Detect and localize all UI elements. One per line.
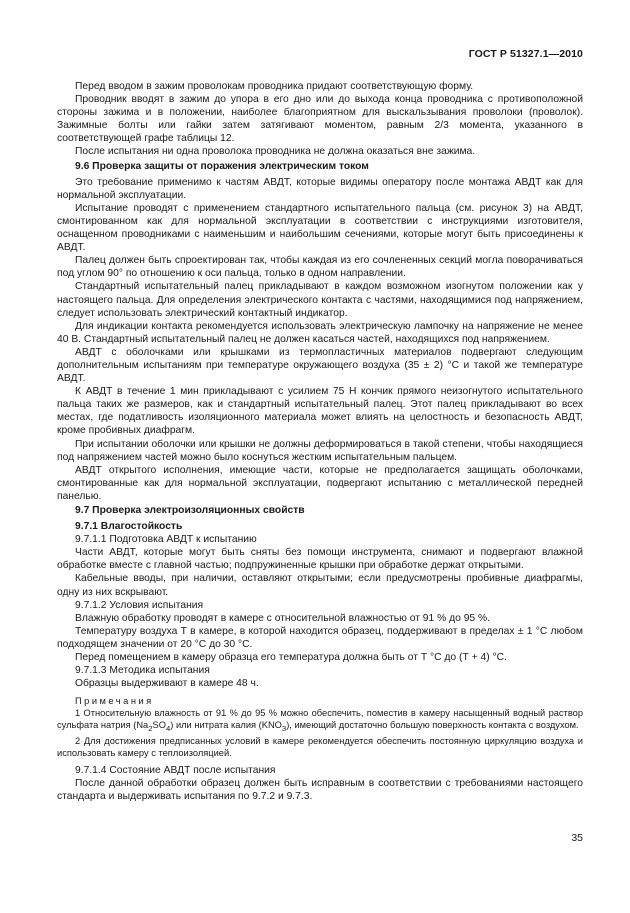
clause-heading-9-7-1-4: 9.7.1.4 Состояние АВДТ после испытания [75, 765, 276, 777]
subsection-heading-9-7-1: 9.7.1 Влагостойкость [75, 521, 183, 533]
paragraph: Стандартный испытательный палец прикладывают в каждом возможном изогнутом положении как у настоящего пальца. Для определения электрического контакта с частями, находящимися под напряжением, следует использовать электрический контактный индикатор. [57, 281, 583, 319]
paragraph: Влажную обработку проводят в камере с относительной влажностью от 91 % до 95 %. [75, 612, 491, 624]
paragraph: Испытание проводят с применением стандартного испытательного пальца (см. рисунок 3) на АВДТ, смонтированном как для нормальной эксплуатации в соответствии с инструкциями изготовителя, оснащенном проводниками с наименьшим и наибольшим сечениями, которые могут быть присоединены к АВДТ. [57, 202, 583, 254]
paragraph: Это требование применимо к частям АВДТ, которые видимы оператору после монтажа АВДТ как для нормальной эксплуатации. [57, 176, 583, 201]
paragraph: После данной обработки образец должен быть исправным в соответствии с требованиями настоящего стандарта и выдерживать испытания по 9.7.2 и 9.7.3. [57, 778, 583, 803]
paragraph: После испытания ни одна проволока проводника не должна оказаться вне зажима. [75, 146, 476, 158]
note-2: 2 Для достижения предписанных условий в камере рекомендуется обеспечить постоянную циркуляцию воздуха и использовать камеру с теплоизоляцией. [57, 736, 583, 759]
notes-title: Примечания [75, 696, 154, 707]
paragraph: К АВДТ в течение 1 мин прикладывают с усилием 75 Н кончик прямого неизогнутого испытательного пальца таких же размеров, как и стандартный испытательный палец. Этот палец прикладывают во всех местах, где податливость изоляционного материала может влиять на целостность и безопасность АВДТ, кроме пробивных диафрагм. [57, 386, 583, 437]
clause-heading-9-7-1-1: 9.7.1.1 Подготовка АВДТ к испытанию [75, 534, 257, 546]
clause-heading-9-7-1-3: 9.7.1.3 Методика испытания [75, 665, 210, 677]
section-heading-9-7: 9.7 Проверка электроизоляционных свойств [75, 505, 305, 516]
paragraph: Палец должен быть спроектирован так, чтобы каждая из его сочлененных секций могла поворачиваться под углом 90° по отношению к оси пальца, только в одном направлении. [57, 255, 583, 280]
paragraph: Образцы выдерживают в камере 48 ч. [75, 678, 259, 690]
document-body [57, 80, 583, 803]
paragraph: АВДТ с оболочками или крышками из термопластичных материалов подвергают следующим дополнительным испытаниям при температуре окружающего воздуха (35 ± 2) °С и такой же температуре АВДТ. [57, 346, 583, 385]
paragraph: Перед вводом в зажим проволокам проводника придают соответствующую форму. [75, 81, 474, 92]
note-1: 1 Относительную влажность от 91 % до 95 % можно обеспечить, поместив в камеру насыщенный водный раствор сульфата натрия $(Na_2SO_4)$ или нитрата калия $(KNO_3)$, имеющий достаточно большую поверхность контакта с воздухом. [57, 708, 583, 734]
notes-block [57, 695, 583, 759]
paragraph: Температуру воздуха Т в камере, в которой находится образец, поддерживают в пределах ± 1 °С любом подходящем значении от 20 °С до 30 °С. [57, 625, 583, 650]
standard-header: ГОСТ Р 51327.1—2010 [468, 48, 583, 60]
section-heading-9-6: 9.6 Проверка защиты от поражения электрическим током [75, 160, 369, 172]
paragraph: АВДТ открытого исполнения, имеющие части, которые не предполагается защищать оболочками, смонтированные как для нормальной эксплуатации, подвергают испытанию с металлической передней панелью. [57, 464, 583, 502]
paragraph: Части АВДТ, которые могут быть сняты без помощи инструмента, снимают и подвергают влажной обработке вместе с главной частью; подпружиненные крышки при обработке держат открытыми. [57, 547, 583, 572]
paragraph: При испытании оболочки или крышки не должны деформироваться в такой степени, чтобы находящиеся под напряжением частей можно было коснуться жестким испытательным пальцем. [57, 438, 583, 463]
paragraph: Проводник вводят в зажим до упора в его дно или до выхода конца проводника с противоположной стороны зажима и в положении, наиболее благоприятном для выскальзывания проволоки (проволок). Зажимные болты или гайки затем затягивают моментом, равным 2/3 момента, указанного в соответствующей графе таблицы 12. [57, 94, 583, 145]
paragraph: Кабельные вводы, при наличии, оставляют открытыми; если предусмотрены пробивные диафрагмы, одну из них вскрывают. [57, 573, 583, 598]
page-number: 35 [571, 832, 583, 844]
paragraph: Для индикации контакта рекомендуется использовать электрическую лампочку на напряжение не менее 40 В. Стандартный испытательный палец не должен касаться частей, находящихся под напряжением. [57, 320, 583, 345]
paragraph: Перед помещением в камеру образца его температура должна быть от Т °С до (Т + 4) °С. [75, 652, 507, 664]
clause-heading-9-7-1-2: 9.7.1.2 Условия испытания [75, 599, 204, 611]
